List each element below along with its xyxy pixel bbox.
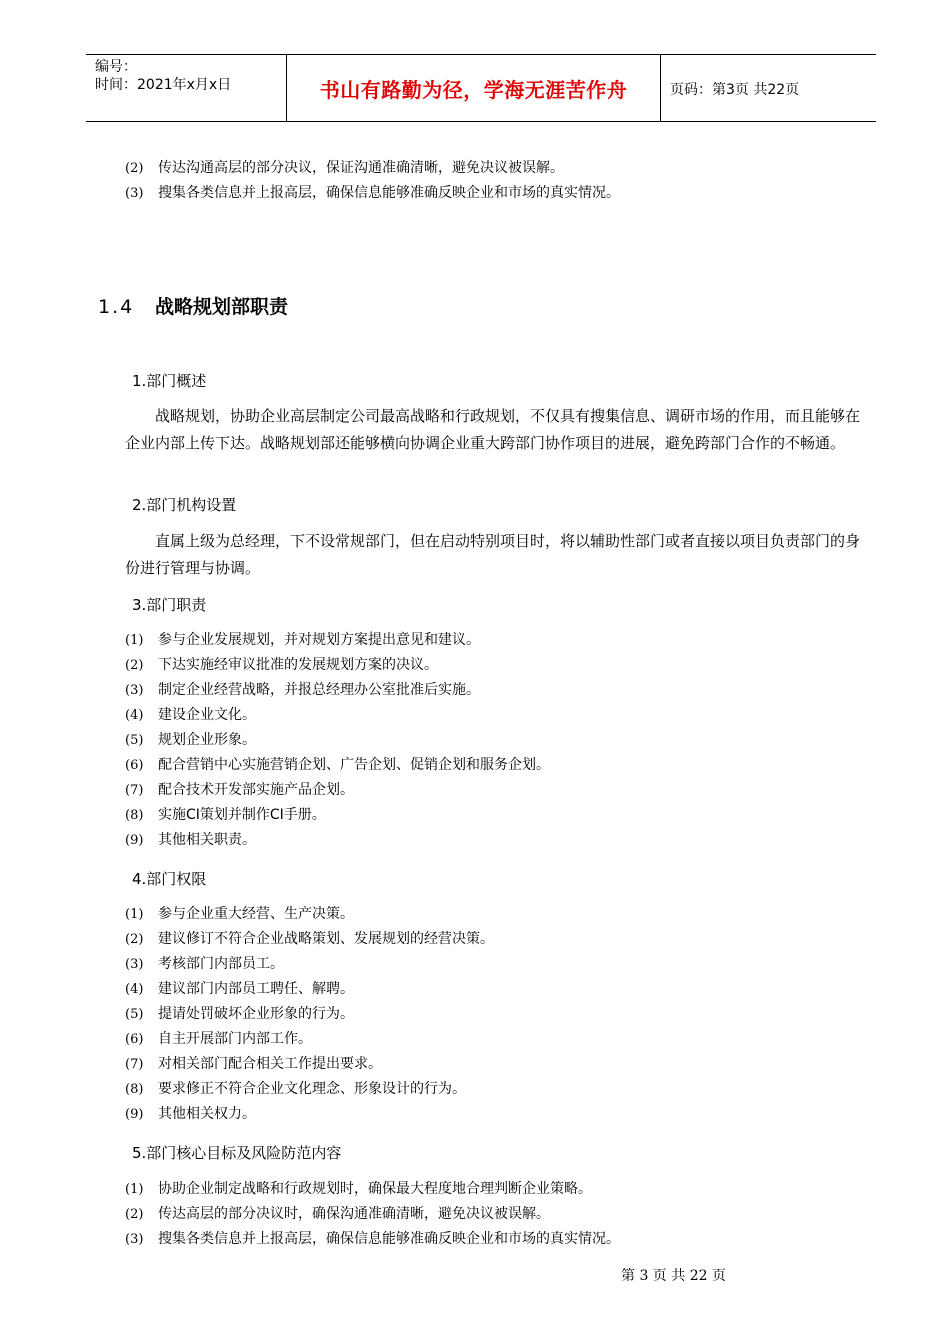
list-item	[125, 1229, 620, 1250]
list-item	[125, 1079, 466, 1100]
subsection-heading-authority: 4.部门权限	[132, 870, 207, 888]
list-item-number: (8)	[125, 808, 144, 823]
list-item-text: 考核部门内部员工。	[158, 956, 284, 972]
header-page-info: 页码：第3页 共22页	[670, 82, 800, 98]
subsection-heading-risk: 5.部门核心目标及风险防范内容	[132, 1144, 342, 1162]
list-item-number: (6)	[125, 1032, 144, 1047]
list-item-number: (3)	[125, 186, 144, 201]
list-item	[125, 904, 354, 925]
list-item	[125, 183, 620, 204]
list-item-number: (5)	[125, 1007, 144, 1022]
list-item-text: 下达实施经审议批准的发展规划方案的决议。	[158, 657, 438, 673]
list-item-text: 提请处罚破坏企业形象的行为。	[158, 1006, 354, 1022]
list-item-text: 配合技术开发部实施产品企划。	[158, 782, 354, 798]
list-item-text: 参与企业重大经营、生产决策。	[158, 906, 354, 922]
subsection-heading-duties: 3.部门职责	[132, 596, 207, 614]
list-item-text: 其他相关权力。	[158, 1106, 256, 1122]
list-item-number: (2)	[125, 658, 144, 673]
list-item	[125, 954, 284, 975]
list-item-text: 传达沟通高层的部分决议，保证沟通准确清晰，避免决议被误解。	[158, 160, 564, 176]
document-number-label: 编号：	[95, 59, 137, 75]
list-item	[125, 655, 438, 676]
list-item-text: 建议修订不符合企业战略策划、发展规划的经营决策。	[158, 931, 494, 947]
list-item-number: (1)	[125, 633, 144, 648]
list-item-text: 要求修正不符合企业文化理念、形象设计的行为。	[158, 1081, 466, 1097]
header-motto: 书山有路勤为径，学海无涯苦作舟	[319, 78, 628, 102]
list-item-number: (9)	[125, 1107, 144, 1122]
list-item	[125, 1179, 592, 1200]
overview-paragraph: 战略规划，协助企业高层制定公司最高战略和行政规划，不仅具有搜集信息、调研市场的作用，而且能够在企业内部上传下达。战略规划部还能够横向协调企业重大跨部门协作项目的进展，避免跨部门合作的不畅通。	[125, 407, 861, 452]
list-item	[125, 680, 480, 701]
list-item	[125, 755, 550, 776]
list-item	[125, 705, 256, 726]
page-footer: 第 3 页 共 22 页	[621, 1268, 726, 1284]
list-item	[125, 780, 354, 801]
list-item-number: (3)	[125, 683, 144, 698]
list-item-text: 规划企业形象。	[158, 732, 256, 748]
list-item-text: 制定企业经营战略，并报总经理办公室批准后实施。	[158, 682, 480, 698]
subsection-heading-structure: 2.部门机构设置	[132, 496, 237, 514]
list-item-number: (3)	[125, 957, 144, 972]
list-item	[125, 1004, 354, 1025]
list-item	[125, 929, 494, 950]
list-item-text: 传达高层的部分决议时，确保沟通准确清晰，避免决议被误解。	[158, 1206, 550, 1222]
list-item-number: (7)	[125, 1057, 144, 1072]
structure-paragraph: 直属上级为总经理，下不设常规部门，但在启动特别项目时，将以辅助性部门或者直接以项目负责部门的身份进行管理与协调。	[125, 532, 861, 577]
header-meta-cell	[86, 55, 286, 121]
list-item-number: (3)	[125, 1232, 144, 1247]
list-item-number: (1)	[125, 1182, 144, 1197]
section-title: 战略规划部职责	[155, 296, 289, 318]
list-item-text: 其他相关职责。	[158, 832, 256, 848]
list-item-text: 配合营销中心实施营销企划、广告企划、促销企划和服务企划。	[158, 757, 550, 773]
header-motto-cell	[286, 55, 661, 121]
list-item	[125, 630, 480, 651]
list-item-text: 搜集各类信息并上报高层，确保信息能够准确反映企业和市场的真实情况。	[158, 185, 620, 201]
list-item-number: (4)	[125, 982, 144, 997]
list-item-text: 搜集各类信息并上报高层，确保信息能够准确反映企业和市场的真实情况。	[158, 1231, 620, 1247]
list-item	[125, 1204, 550, 1225]
list-item-text: 参与企业发展规划，并对规划方案提出意见和建议。	[158, 632, 480, 648]
list-item	[125, 158, 564, 179]
list-item-text: 实施CI策划并制作CI手册。	[158, 807, 326, 823]
list-item-text: 建设企业文化。	[158, 707, 256, 723]
subsection-heading-overview: 1.部门概述	[132, 372, 207, 390]
list-item-number: (2)	[125, 161, 144, 176]
list-item-text: 自主开展部门内部工作。	[158, 1031, 312, 1047]
list-item	[125, 1029, 312, 1050]
list-item-text: 协助企业制定战略和行政规划时，确保最大程度地合理判断企业策略。	[158, 1181, 592, 1197]
list-item-number: (6)	[125, 758, 144, 773]
list-item-number: (4)	[125, 708, 144, 723]
section-heading	[98, 294, 288, 320]
header-page-cell	[661, 55, 876, 121]
list-item-number: (9)	[125, 833, 144, 848]
list-item-text: 对相关部门配合相关工作提出要求。	[158, 1056, 382, 1072]
page-header	[86, 54, 876, 122]
list-item	[125, 1104, 256, 1125]
list-item-text: 建议部门内部员工聘任、解聘。	[158, 981, 354, 997]
list-item-number: (8)	[125, 1082, 144, 1097]
list-item-number: (1)	[125, 907, 144, 922]
list-item-number: (2)	[125, 1207, 144, 1222]
list-item	[125, 1054, 382, 1075]
list-item	[125, 979, 354, 1000]
section-number: 1.4	[98, 296, 135, 318]
list-item-number: (2)	[125, 932, 144, 947]
list-item	[125, 730, 256, 751]
list-item-number: (7)	[125, 783, 144, 798]
list-item	[125, 805, 326, 826]
document-time-label: 时间：2021年x月x日	[95, 77, 232, 93]
list-item	[125, 830, 256, 851]
list-item-number: (5)	[125, 733, 144, 748]
